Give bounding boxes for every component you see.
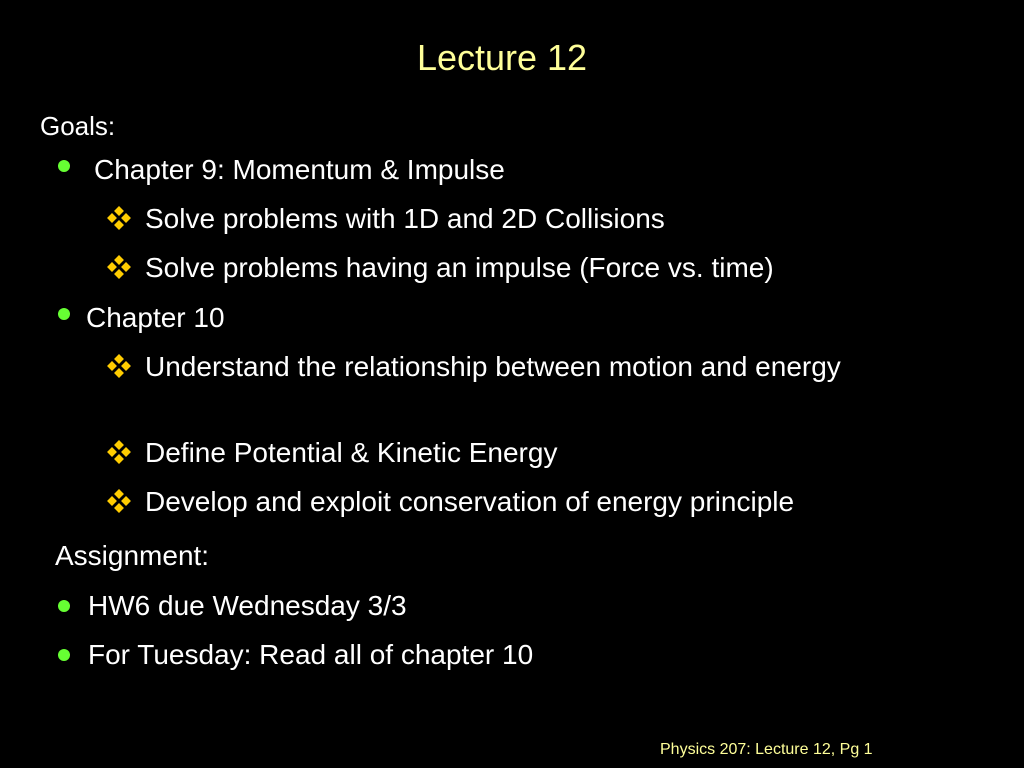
assignment-item-reading: For Tuesday: Read all of chapter 10 (88, 639, 534, 670)
diamond-bullet-icon (106, 439, 134, 467)
subitem-collisions: Solve problems with 1D and 2D Collisions (145, 203, 665, 234)
assignment-heading: Assignment: (55, 540, 210, 571)
assignment-item-hw6: HW6 due Wednesday 3/3 (88, 590, 407, 621)
subitem-conservation: Develop and exploit conservation of energy principle (145, 486, 795, 517)
goals-heading: Goals: (40, 111, 116, 141)
subitem-potential-kinetic: Define Potential & Kinetic Energy (145, 437, 558, 468)
bullet-dot-icon (58, 160, 70, 172)
subitem-motion-energy: Understand the relationship between motion and energy (145, 351, 841, 382)
bullet-dot-icon (58, 308, 70, 320)
subitem-impulse: Solve problems having an impulse (Force vs. time) (145, 252, 774, 283)
slide-title: Lecture 12 (416, 37, 588, 78)
slide-footer: Physics 207: Lecture 12, Pg 1 (660, 741, 873, 758)
diamond-bullet-icon (106, 254, 134, 282)
diamond-bullet-icon (106, 488, 134, 516)
goal-item-chapter-9: Chapter 9: Momentum & Impulse (94, 154, 505, 185)
bullet-dot-icon (58, 649, 70, 661)
bullet-dot-icon (58, 600, 70, 612)
diamond-bullet-icon (106, 205, 134, 233)
goal-item-chapter-10: Chapter 10 (86, 302, 225, 333)
